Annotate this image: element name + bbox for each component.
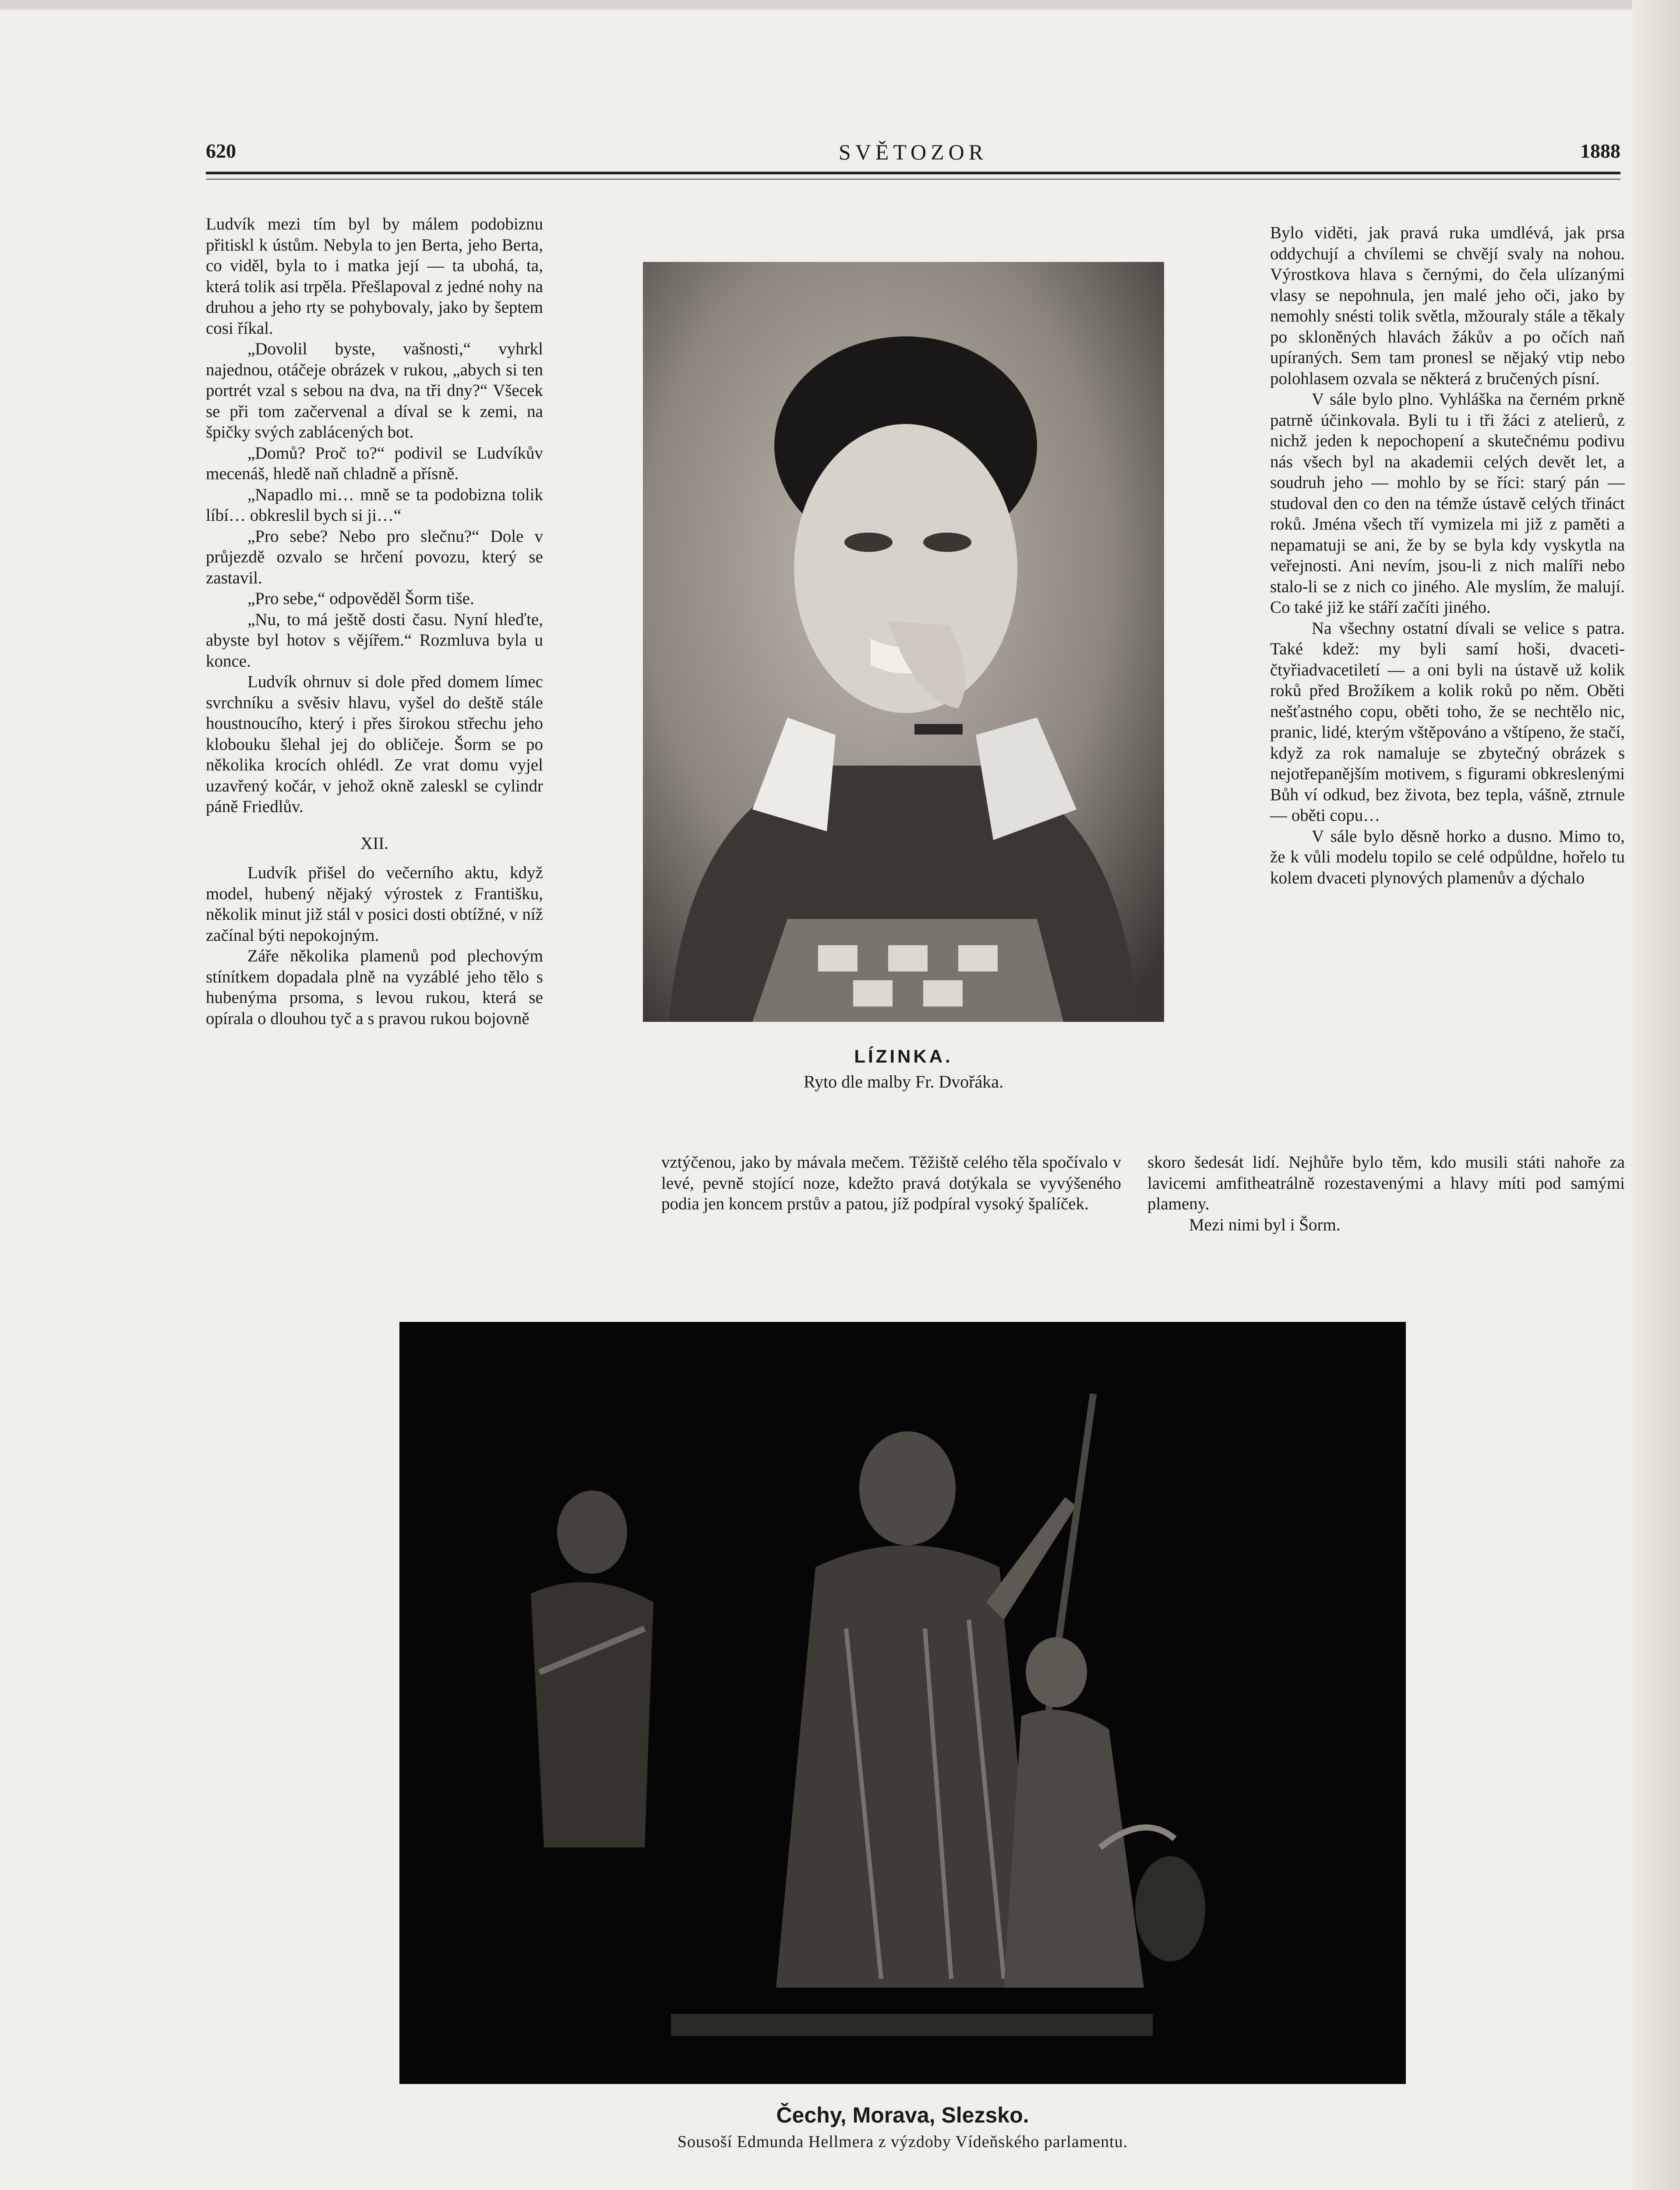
paragraph: Bylo viděti, jak pravá ruka umdlévá, jak prsa oddychují a chvílemi se chvějí svaly na nohou. Výrostkova hlava s černými, do čela ulízanými vlasy se nepohnula, jen malé jeho oči, jako by nemohly snésti tolik světla, mžouraly stále a těkaly po skloněných hlavách žákův a po očích naň upíraných. Sem tam pronesl se nějaký vtip nebo polohlasem ozvala se některá z bručených písní.: [1270, 223, 1625, 388]
portrait-caption: [643, 1046, 1164, 1092]
header-rule-thick: [206, 172, 1620, 174]
running-head: [206, 139, 1620, 170]
page-number: 620: [206, 140, 236, 162]
portrait-girl-image: [643, 262, 1164, 1022]
sculpture-group-image: [399, 1322, 1406, 2084]
text-column-right: [1270, 223, 1625, 888]
paragraph: „Napadlo mi… mně se ta podobizna tolik líbí… obkreslil bych si ji…“: [206, 485, 543, 525]
page-top-edge: [0, 0, 1680, 10]
magazine-title: SVĚTOZOR: [838, 140, 988, 164]
sculpture-credit: Sousoší Edmunda Hellmera z výzdoby Vídeňského parlamentu.: [677, 2133, 1128, 2151]
text-column-left: [206, 214, 543, 1029]
paragraph: Mezi nimi byl i Šorm.: [1189, 1215, 1341, 1234]
header-rule-thin: [206, 179, 1620, 180]
portrait-title: LÍZINKA.: [854, 1046, 953, 1067]
paragraph: „Dovolil byste, vašnosti,“ vyhrkl najednou, otáčeje obrázek v rukou, „abych si ten portrét vzal s sebou na dva, na tři dny?“ Všecek se při tom začervenal a díval se k zemi, na špičky svých zablácených bot.: [206, 339, 543, 442]
paragraph: skoro šedesát lidí. Nejhůře bylo těm, kdo musili státi nahoře za lavicemi amfitheatrálně rozestavenými a hlavy míti pod samými plameny.: [1147, 1153, 1625, 1213]
paragraph: „Pro sebe,“ odpověděl Šorm tiše.: [247, 589, 474, 608]
portrait-engraving: [643, 262, 1164, 1022]
chapter-heading: XII.: [360, 834, 388, 853]
text-column-right-bottom: [1147, 1152, 1625, 1235]
paragraph: vztýčenou, jako by mávala mečem. Těžiště celého těla spočívalo v levé, pevně stojící noze, kdežto pravá dotýkala se vyvýšeného podia jen koncem prstův a patou, jíž podpíral vysoký špalíček.: [661, 1153, 1121, 1213]
paragraph: V sále bylo děsně horko a dusno. Mimo to, že k vůli modelu topilo se celé odpůldne, hořelo tu kolem dvaceti plynových plamenův a dýchalo: [1270, 827, 1625, 887]
paragraph: Ludvík přišel do večerního aktu, když model, hubený nějaký výrostek z Františku, několik minut již stál v posici dosti obtížné, v níž začínal býti nepokojným.: [206, 863, 543, 945]
portrait-credit: Ryto dle malby Fr. Dvořáka.: [803, 1072, 1004, 1091]
paragraph: Záře několika plamenů pod plechovým stínítkem dopadala plně na vyzáblé jeho tělo s hubenýma prsoma, s levou rukou, která se opírala o dlouhou tyč a s pravou rukou bojovně: [206, 947, 543, 1028]
paragraph: „Pro sebe? Nebo pro slečnu?“ Dole v průjezdě ozvalo se hrčení povozu, který se zastavil.: [206, 526, 543, 587]
paragraph: Na všechny ostatní dívali se velice s patra. Také kdež: my byli samí hoši, dvaceti- čtyřiadvacetiletí — a oni byli na ústavě už kolik roků před Brožíkem a kolik roků po něm. Oběti nešťastného copu, oběti toho, že se nechtělo nic, pranic, lidé, kterým vštěpováno a vštípeno, že stačí, když za rok namaluje se zbytečný obrázek s nejotřepanějším motivem, s figurami obkreslenými Bůh ví odkud, bez života, bez tepla, vášně, ztrnule — oběti copu…: [1270, 618, 1625, 825]
sculpture-caption: [399, 2102, 1406, 2151]
paragraph: Ludvík mezi tím byl by málem podobiznu přitiskl k ústům. Nebyla to jen Berta, jeho Berta, co viděl, byla to i matka její — ta ubohá, ta, která tolik asi trpěla. Přešlapoval z jedné nohy na druhou a jeho rty se pohybovaly, jako by šeptem cosi říkal.: [206, 215, 543, 338]
sculpture-photograph: [399, 1322, 1406, 2084]
page-right-edge: [1632, 0, 1680, 2190]
paragraph: „Domů? Proč to?“ podivil se Ludvíkův mecenáš, hledě naň chladně a přísně.: [206, 443, 543, 483]
paragraph: „Nu, to má ještě dosti času. Nyní hleďte, abyste byl hotov s vějířem.“ Rozmluva byla u konce.: [206, 610, 543, 671]
year: 1888: [1580, 140, 1620, 162]
paragraph: Ludvík ohrnuv si dole před domem límec svrchníku a svěsiv hlavu, vyšel do deště stále houstnoucího, který i přes širokou střechu jeho klobouku šlehal jej do obličeje. Šorm se po několika krocích ohlédl. Ze vrat domu vyjel uzavřený kočár, v jehož okně zaleskl se cylindr páně Friedlův.: [206, 672, 543, 816]
paragraph: V sále bylo plno. Vyhláška na černém prkně patrně účinkovala. Byli tu i tři žáci z atelierů, z nichž jeden k nepochopení a skutečnému podivu nás všech byl na akademii celých devět let, a soudruh jeho — mohlo by se říci: starý pán — studoval den co den na témže ústavě celých třináct roků. Jména všech tří vymizela mi již z paměti a nepamatuji se ani, že by se byla kdy vyskytla na veřejnosti. Ani nevím, jsou-li z nich malíři nebo stalo-li se z nich co jiného. Ale myslím, že malují. Co také již ke stáří začíti jiného.: [1270, 390, 1625, 617]
text-column-middle-bottom: [661, 1152, 1121, 1215]
sculpture-title: Čechy, Morava, Slezsko.: [776, 2103, 1029, 2127]
